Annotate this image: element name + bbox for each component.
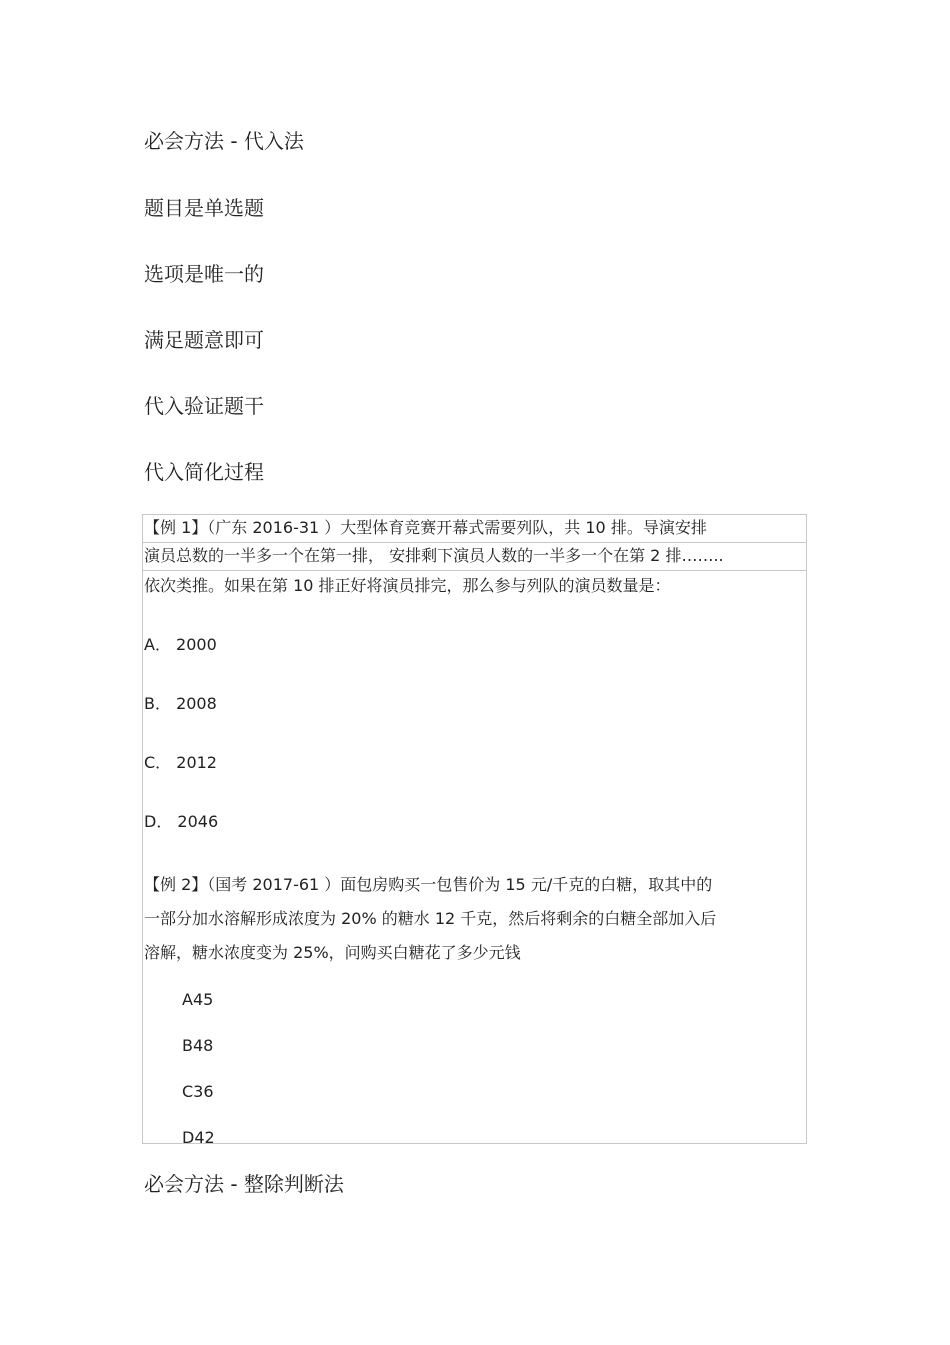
section-title-substitution-method: 必会方法 - 代入法 [144,129,304,153]
example1-option-a: A． 2000 [144,635,217,654]
frame-mid-line-1 [142,542,806,543]
point-verify-stem: 代入验证题干 [144,394,264,418]
example2-option-c: C36 [182,1082,214,1101]
example1-line-3: 依次类推。如果在第 10 排正好将演员排完，那么参与列队的演员数量是： [144,576,671,595]
example2-option-a: A45 [182,990,214,1009]
example2-option-b: B48 [182,1036,214,1055]
frame-right-line [806,514,807,1144]
frame-left-line [142,514,143,1144]
section-title-divisibility-method: 必会方法 - 整除判断法 [144,1172,344,1196]
example1-option-c: C． 2012 [144,753,217,772]
frame-mid-line-2 [142,570,806,571]
point-simplify-process: 代入简化过程 [144,460,264,484]
point-unique-option: 选项是唯一的 [144,262,264,286]
example1-option-d: D． 2046 [144,812,219,831]
example2-option-d: D42 [182,1128,215,1147]
point-single-choice: 题目是单选题 [144,196,264,220]
frame-bottom-line [142,1143,807,1144]
frame-top-line [142,514,806,515]
example2-line-2: 一部分加水溶解形成浓度为 20% 的糖水 12 千克，然后将剩余的白糖全部加入后 [144,909,717,928]
point-satisfy-question: 满足题意即可 [144,328,264,352]
example2-line-3: 溶解，糖水浓度变为 25%，问购买白糖花了多少元钱 [144,943,521,962]
example1-option-b: B． 2008 [144,694,217,713]
example2-line-1: 【例 2】（国考 2017-61 ）面包房购买一包售价为 15 元/千克的白糖，取其中的 [144,875,713,894]
example1-line-1: 【例 1】（广东 2016-31 ）大型体育竞赛开幕式需要列队，共 10 排。导演安排 [144,518,707,537]
example1-line-2: 演员总数的一半多一个在第一排， 安排剩下演员人数的一半多一个在第 2 排…….. [144,546,724,565]
